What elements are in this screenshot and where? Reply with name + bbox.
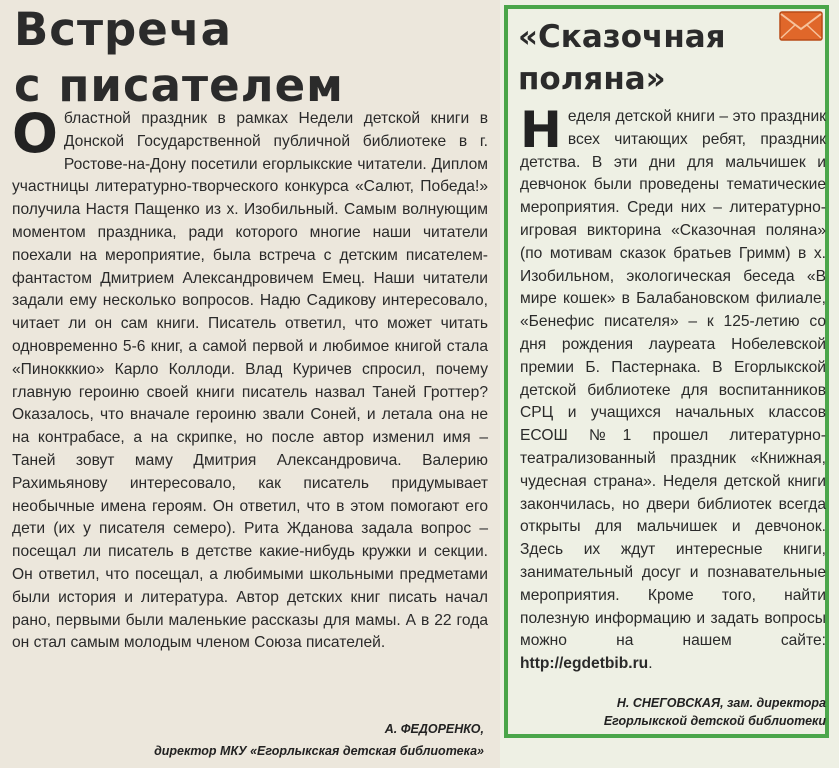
article-fairy-glade — [500, 0, 839, 768]
article-signature — [14, 718, 484, 762]
headline-line-1: «Сказочная — [518, 19, 726, 55]
article-headline — [14, 2, 344, 114]
drop-cap: О — [12, 102, 58, 165]
signature-name: А. ФЕДОРЕНКО, — [384, 722, 484, 736]
signature-line-1: Н. СНЕГОВСКАЯ, зам. директора — [616, 696, 826, 710]
signature-title: директор МКУ «Егорлыкская детская библиотека» — [154, 744, 484, 758]
headline-line-2: с писателем — [14, 59, 344, 112]
article-headline — [518, 16, 726, 100]
drop-cap: Н — [520, 101, 562, 159]
website-link[interactable]: http://egdetbib.ru — [520, 655, 649, 673]
headline-line-1: Встреча — [14, 3, 233, 56]
article-text: еделя детской книги – это праздник всех читающих ребят, праздник детства. В эти дни для мальчишек и девчонок были проведены тематические мероприятия. Среди них – литературно-игровая викторина «Сказочная поляна» (по мотивам сказок братьев Гримм) в х. Изобильном, экологическая беседа «В мире кошек» в Балабановском филиале, «Бенефис писателя» – к 125-летию со дня рождения лауреата Нобелевской премии Б. Пастернака. В Егорлыкской детской библиотеке для воспитанников СРЦ и учащихся начальных классов ЕСОШ №1 прошел литературно-театрализованный праздник «Книжная, чудесная страна». Неделя детской книги закончилась, но двери библиотек всегда открыты для мальчишек и девчонок. Здесь их ждут интересные книги, занимательный досуг и познавательные мероприятия. Кроме того, найти полезную информацию и задать вопросы можно на нашем сайте: — [520, 108, 826, 650]
article-body — [520, 101, 826, 676]
headline-line-2: поляна» — [518, 61, 666, 97]
envelope-icon — [778, 8, 824, 44]
signature-line-2: Егорлыкской детской библиотеки — [603, 714, 826, 728]
article-text: бластной праздник в рамках Недели детской книги в Донской Государственной публичной библиотеке в г. Ростове-на-Дону посетили егорлыкские читатели. Диплом участницы литературно-творческого конкурса «Салют, Победа!» получила Настя Пащенко из х. Изобильный. Самым волнующим моментом праздника, ради которого многие наши читатели поехали на мероприятие, была встреча с детским писателем-фантастом Дмитрием Александровичем Емец. Наши читатели задали ему несколько вопросов. Надю Садикову интересовало, читает ли он сам книги. Писатель ответил, что может читать одновременно 5-6 книг, а самой первой и любимое книгой стала «Пинокккио» Карло Коллоди. Влад Куричев спросил, почему главную героиню своей книги писатель назвал Таней Гроттер? Оказалось, что вначале героиню звали Соней, и летала она не на контрабасе, а на скрипке, но после автор изменил имя – Таней зовут маму Дмитрия Александровича. Валерию Рахимьянову интересовало, как писатель придумывает необычные имена героям. Он ответил, что в этом помогают его дети (их у писателя семеро). Рита Жданова задала вопрос – посещал ли писатель в детстве какие-нибудь кружки и секции. Он ответил, что посещал, а любимыми школьными предметами были история и литература. Автор детских книг писать начал рано, первыми были маленькие рассказы для мамы. А в 22 года он стал самым молодым членом Союза писателей. — [12, 110, 488, 652]
link-period: . — [648, 655, 653, 673]
article-body — [12, 102, 488, 655]
article-signature — [512, 694, 826, 730]
